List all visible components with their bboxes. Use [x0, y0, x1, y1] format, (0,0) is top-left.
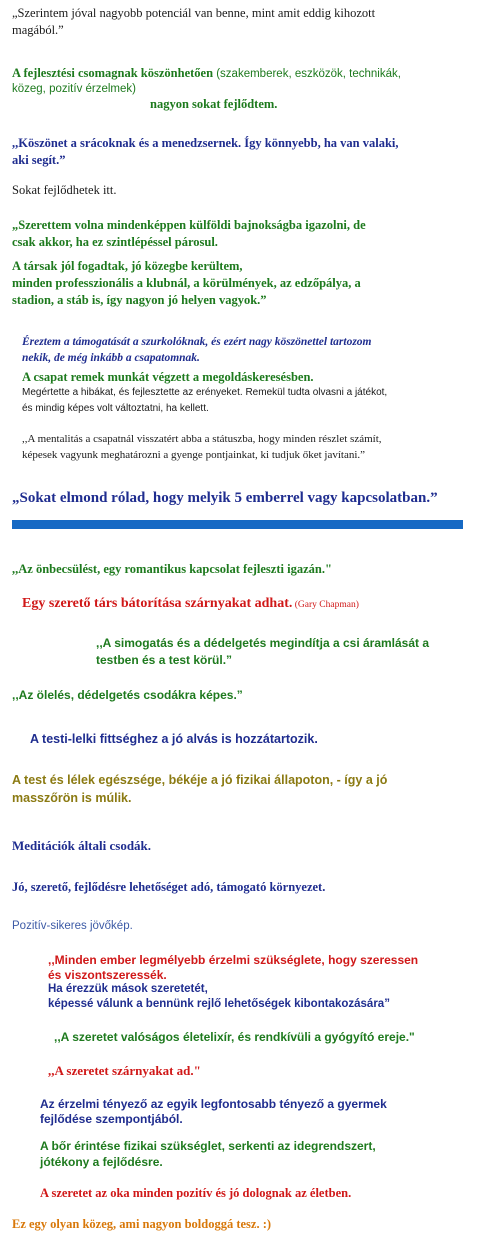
quote-caress-line2: testben és a test körül.”	[96, 653, 233, 667]
quote-love-line3: Ha érezzük mások szeretetét,	[48, 983, 208, 995]
statement-emotion-line1: Az érzelmi tényező az egyik legfontosabb tényező a gyermek	[40, 1097, 387, 1111]
quote-transfer-line5: stadion, a stáb is, így nagyon jó helyen vagyok.”	[12, 293, 267, 307]
quote-wings: ,,A szeretet szárnyakat ad."	[48, 1063, 201, 1078]
statement-skin-line2: jótékony a fejlődésre.	[40, 1155, 163, 1169]
statement-meditation: Meditációk általi csodák.	[12, 838, 152, 853]
fans-support-line2: nekik, de még inkább a csapatomnak.	[22, 352, 200, 364]
quote-potential-line2: magából.”	[12, 23, 64, 37]
quote-love-line2: és viszontszeressék.	[48, 968, 167, 982]
development-package-title: A fejlesztési csomagnak köszönhetően	[12, 66, 214, 80]
statement-can-develop: Sokat fejlődhetek itt.	[12, 183, 117, 197]
quote-author: (Gary Chapman)	[292, 600, 359, 610]
quote-hug: ,,Az ölelés, dédelgetés csodákra képes.”	[12, 688, 243, 702]
quote-transfer-line2: csak akkor, ha ez szintlépéssel párosul.	[12, 235, 218, 249]
quote-thanks-line2: aki segít.”	[12, 153, 66, 167]
statement-love-reason: A szeretet az oka minden pozitív és jó dolognak az életben.	[40, 1186, 352, 1200]
statement-emotion-line2: fejlődése szempontjából.	[40, 1112, 183, 1126]
team-work-title: A csapat remek munkát végzett a megoldáskeresésben.	[22, 370, 314, 384]
quote-mentality-line1: ,,A mentalitás a csapatnál visszatért abba a státuszba, hogy minden részlet számít,	[22, 433, 382, 445]
statement-skin-line1: A bőr érintése fizikai szükséglet, serkenti az idegrendszert,	[40, 1139, 376, 1153]
team-work-line1: Megértette a hibákat, és fejlesztette az erényeket. Remekül tudta olvasni a játékot,	[22, 387, 388, 398]
quote-caress-line1: ,,A simogatás és a dédelgetés megindítja a csi áramlását a	[96, 636, 430, 650]
quote-thanks-line1: ,,Köszönet a srácoknak és a menedzsernek. Így könnyebb, ha van valaki,	[12, 136, 399, 150]
quote-encouragement	[22, 596, 359, 612]
development-package-line1	[12, 66, 401, 81]
development-package-line3: nagyon sokat fejlődtem.	[150, 97, 278, 111]
quote-mentality-line2: képesek vagyunk meghatározni a gyenge pontjainkat, ki tudjuk őket javítani.”	[22, 449, 366, 461]
quote-transfer-line4: minden professzionális a klubnál, a körülmények, az edzőpálya, a	[12, 276, 361, 290]
quote-love-line4: képessé válunk a bennünk rejlő lehetőségek kibontakozására”	[48, 998, 390, 1010]
quote-encouragement-text: Egy szerető társ bátorítása szárnyakat adhat.	[22, 596, 293, 611]
quote-love-line1: ,,Minden ember legmélyebb érzelmi szükséglete, hogy szeressen	[48, 953, 419, 967]
fans-support-line1: Éreztem a támogatását a szurkolóknak, és ezért nagy köszönettel tartozom	[22, 336, 372, 348]
statement-health-line2: masszőrön is múlik.	[12, 791, 132, 805]
statement-happy-environment: Ez egy olyan közeg, ami nagyon boldoggá tesz. :)	[12, 1217, 272, 1231]
development-package-detail: (szakemberek, eszközök, technikák,	[213, 68, 401, 80]
quote-transfer-line1: „Szerettem volna mindenképpen külföldi bajnokságba igazolni, de	[12, 218, 366, 232]
team-work-line2: és mindig képes volt változtatni, ha kellett.	[22, 403, 209, 414]
statement-sleep: A testi-lelki fittséghez a jó alvás is hozzátartozik.	[30, 732, 318, 746]
quote-elixir: ,,A szeretet valóságos életelixír, és rendkívüli a gyógyító ereje."	[54, 1030, 415, 1044]
divider-bar	[12, 520, 463, 529]
quote-transfer-line3: A társak jól fogadtak, jó közegbe kerültem,	[12, 259, 243, 273]
quote-potential-line1: „Szerintem jóval nagyobb potenciál van benne, mint amit eddig kihozott	[12, 6, 376, 20]
development-package-line2: közeg, pozitív érzelmek)	[12, 83, 136, 95]
quote-self-esteem: ,,Az önbecsülést, egy romantikus kapcsolat fejleszti igazán."	[12, 562, 332, 576]
statement-environment: Jó, szerető, fejlődésre lehetőséget adó, támogató környezet.	[12, 880, 326, 894]
statement-health-line1: A test és lélek egészsége, békéje a jó fizikai állapoton, - így a jó	[12, 773, 388, 787]
quote-five-people: „Sokat elmond rólad, hogy melyik 5 emberrel vagy kapcsolatban.”	[12, 490, 438, 506]
statement-future: Pozitív-sikeres jövőkép.	[12, 920, 133, 932]
